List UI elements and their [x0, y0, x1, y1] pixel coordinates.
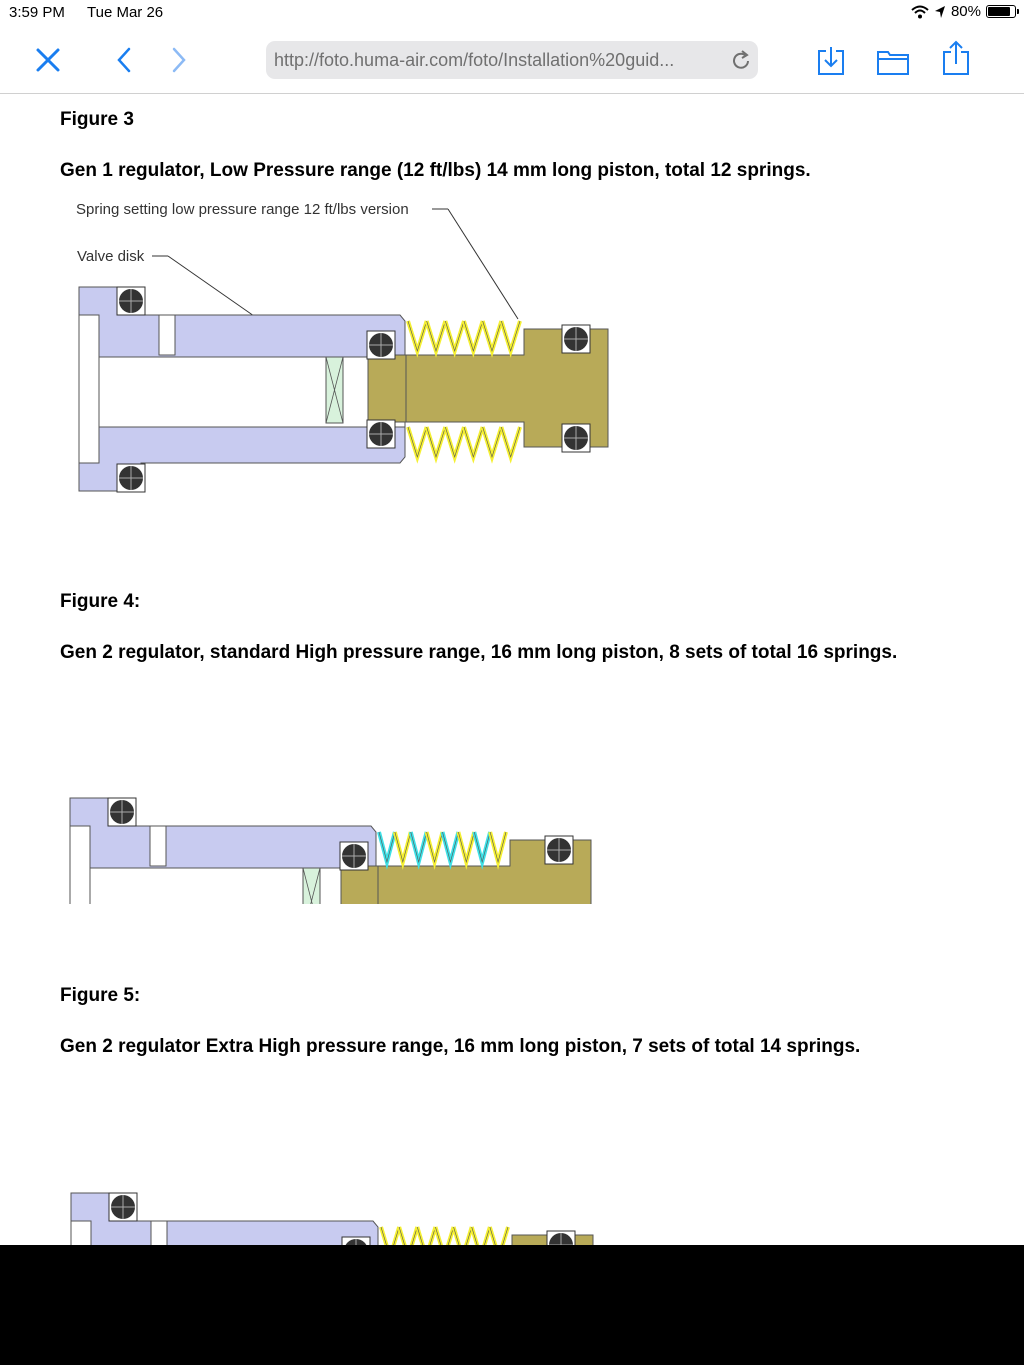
- download-icon[interactable]: [817, 44, 845, 76]
- spring-coil: [411, 832, 427, 862]
- folder-icon[interactable]: [876, 48, 910, 76]
- figure-4-label: Figure 4:: [60, 591, 141, 612]
- spring-coil: [464, 321, 483, 351]
- spring-annotation: Spring setting low pressure range 12 ft/lbs version: [76, 201, 409, 218]
- figure-3-label: Figure 3: [60, 109, 134, 130]
- address-url: http://foto.huma-air.com/foto/Installation%20guid...: [274, 50, 675, 70]
- forward-icon[interactable]: [170, 46, 188, 74]
- spring-coil: [408, 321, 427, 351]
- figure-5-label: Figure 5:: [60, 985, 141, 1006]
- address-bar[interactable]: [266, 41, 758, 79]
- browser-toolbar: [0, 26, 1024, 94]
- spring-coil: [445, 321, 464, 351]
- spring-coil: [458, 832, 474, 862]
- spring-coil: [483, 427, 502, 457]
- status-time: 3:59 PM: [9, 4, 65, 21]
- status-date: Tue Mar 26: [87, 4, 164, 21]
- battery-icon: [986, 5, 1016, 18]
- close-icon[interactable]: [35, 47, 61, 73]
- spring-coil: [427, 321, 446, 351]
- figure-3-diagram: [0, 189, 720, 509]
- spring-coil: [427, 427, 446, 457]
- location-icon: [934, 5, 946, 19]
- spring-coil: [443, 832, 459, 862]
- spring-coil: [483, 321, 502, 351]
- regulator-assembly: [79, 287, 608, 492]
- spring-coil: [501, 321, 520, 351]
- spring-coil: [408, 427, 427, 457]
- reload-icon[interactable]: [732, 49, 752, 71]
- valve-annotation: Valve disk: [77, 248, 145, 265]
- valve-disk: [303, 868, 320, 904]
- regulator-assembly: [70, 798, 591, 904]
- page-content: [0, 94, 1024, 1245]
- spring-coil: [445, 427, 464, 457]
- spring-coil: [490, 832, 506, 862]
- back-icon[interactable]: [115, 46, 133, 74]
- figure-4-diagram: [0, 694, 720, 904]
- spring-coil: [427, 832, 443, 862]
- wifi-icon: [911, 5, 929, 19]
- home-indicator-area: [0, 1245, 1024, 1365]
- spring-coil: [474, 832, 490, 862]
- spring-coil: [501, 427, 520, 457]
- figure-5-caption: Gen 2 regulator Extra High pressure range, 16 mm long piston, 7 sets of total 14 springs.: [60, 1036, 861, 1057]
- battery-percent: 80%: [950, 3, 981, 20]
- regulator-assembly: [71, 1193, 593, 1245]
- status-bar: [0, 0, 1024, 26]
- spring-coil: [464, 427, 483, 457]
- spring-coil: [379, 832, 395, 862]
- figure-3-caption: Gen 1 regulator, Low Pressure range (12 ft/lbs) 14 mm long piston, total 12 springs.: [60, 160, 811, 181]
- figure-5-diagram: [0, 1089, 720, 1245]
- figure-4-caption: Gen 2 regulator, standard High pressure range, 16 mm long piston, 8 sets of total 16 springs.: [60, 642, 898, 663]
- status-right: [911, 3, 1016, 20]
- share-icon[interactable]: [942, 40, 970, 76]
- spring-coil: [395, 832, 411, 862]
